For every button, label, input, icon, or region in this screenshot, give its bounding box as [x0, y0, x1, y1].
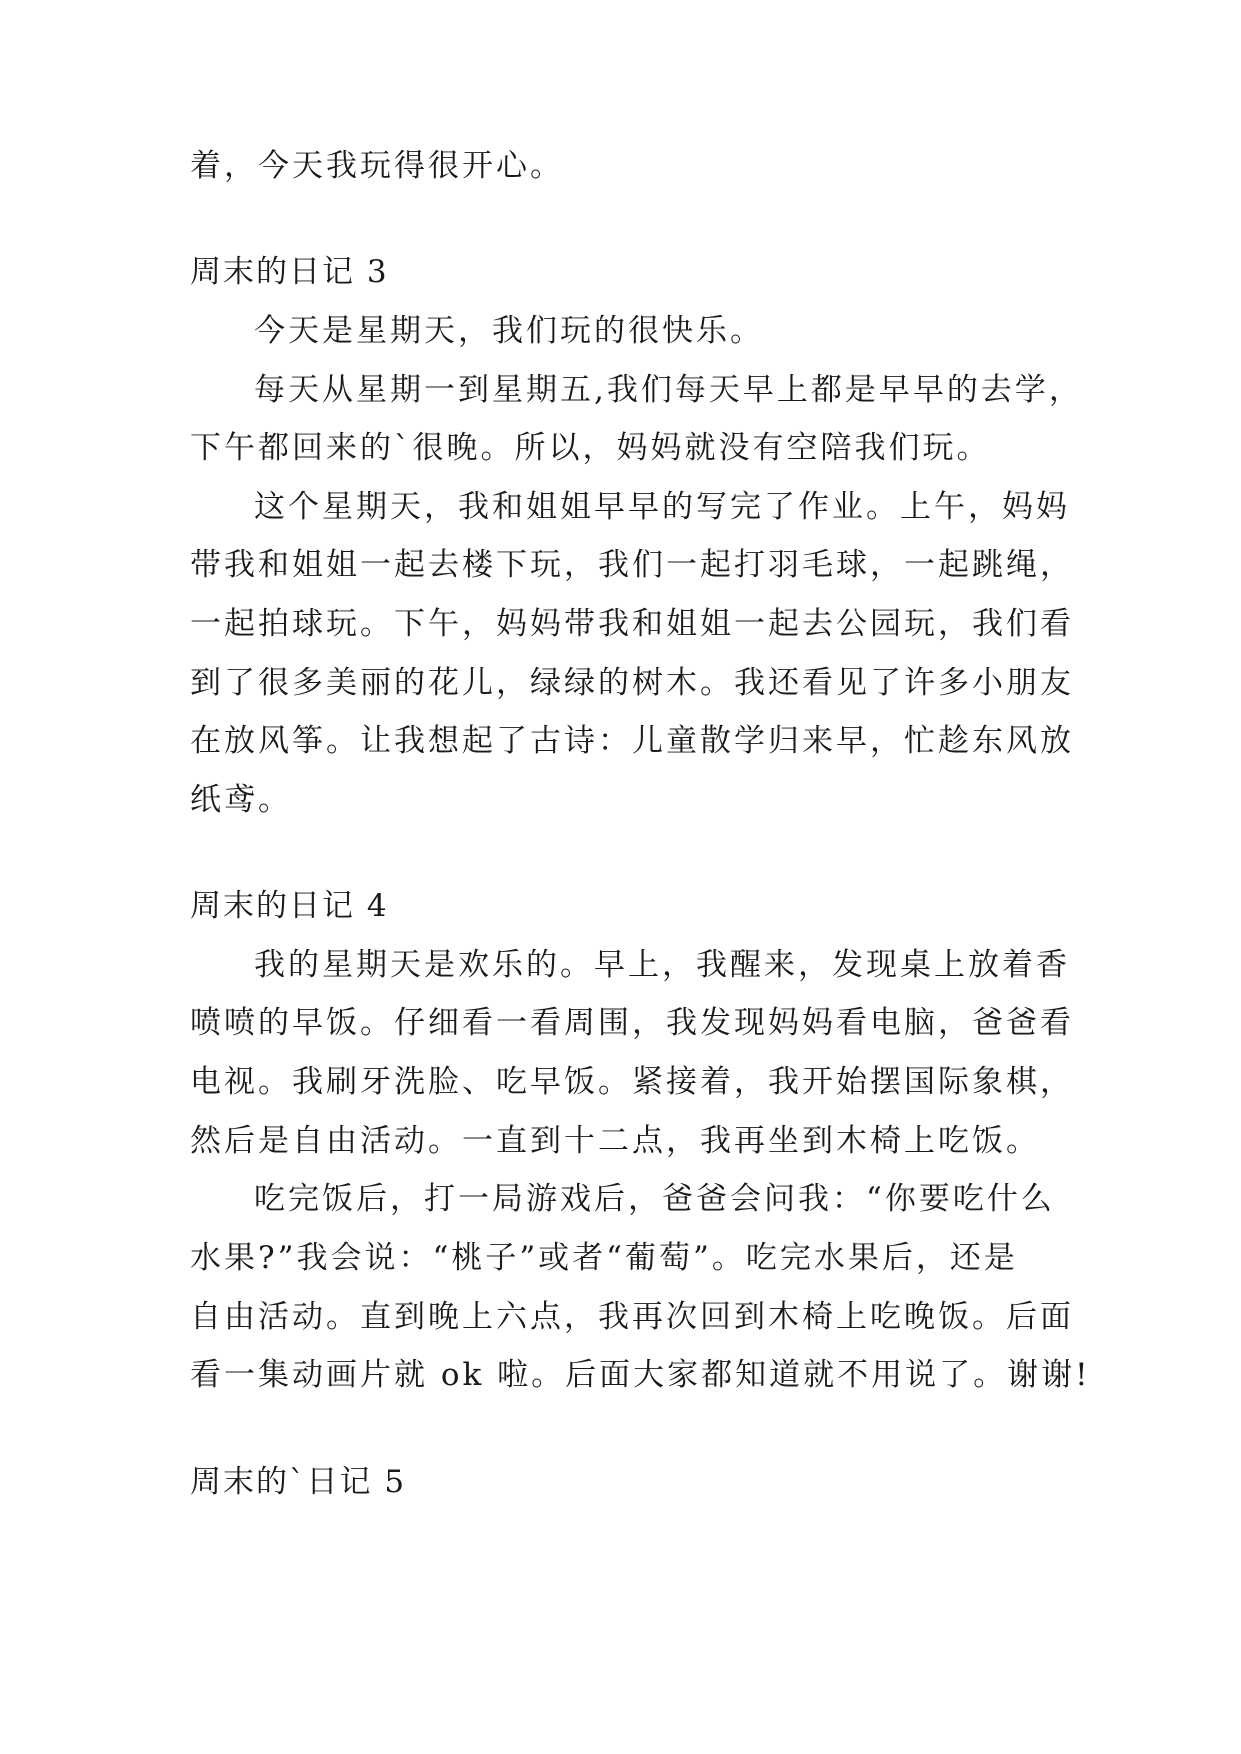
diary3-p3-line2: 带我和姐姐一起去楼下玩，我们一起打羽毛球，一起跳绳， [190, 547, 1074, 583]
diary3-p3-line5: 在放风筝。让我想起了古诗：儿童散学归来早，忙趁东风放 [190, 723, 1074, 759]
diary3-p2-line2: 下午都回来的`很晚。所以，妈妈就没有空陪我们玩。 [190, 430, 991, 466]
diary3-heading: 周末的日记 3 [190, 254, 389, 290]
diary3-p1-line1: 今天是星期天，我们玩的很快乐。 [254, 313, 764, 349]
diary4-p2-line3: 自由活动。直到晚上六点，我再次回到木椅上吃晚饭。后面 [190, 1299, 1074, 1335]
continuation-line: 着，今天我玩得很开心。 [190, 148, 564, 184]
diary4-p1-line1: 我的星期天是欢乐的。早上，我醒来，发现桌上放着香 [254, 947, 1070, 983]
diary4-p1-line3: 电视。我刷牙洗脸、吃早饭。紧接着，我开始摆国际象棋， [190, 1064, 1074, 1100]
diary4-p1-line2: 喷喷的早饭。仔细看一看周围，我发现妈妈看电脑，爸爸看 [190, 1005, 1074, 1041]
diary4-p1-line4: 然后是自由活动。一直到十二点，我再坐到木椅上吃饭。 [190, 1123, 1040, 1159]
document-page [190, 0, 1091, 1754]
diary3-p2-line1: 每天从星期一到星期五,我们每天早上都是早早的去学， [254, 372, 1083, 408]
diary3-p3-line1: 这个星期天，我和姐姐早早的写完了作业。上午，妈妈 [254, 489, 1070, 525]
diary3-p3-line6: 纸鸢。 [190, 782, 292, 818]
diary4-heading: 周末的日记 4 [190, 888, 389, 924]
diary4-p2-line1: 吃完饭后，打一局游戏后，爸爸会问我：“你要吃什么 [254, 1181, 1055, 1217]
diary4-p2-line4: 看一集动画片就 ok 啦。后面大家都知道就不用说了。谢谢! [190, 1357, 1091, 1393]
diary3-p3-line4: 到了很多美丽的花儿，绿绿的树木。我还看见了许多小朋友 [190, 665, 1074, 701]
diary5-heading: 周末的`日记 5 [190, 1464, 407, 1500]
diary3-p3-line3: 一起拍球玩。下午，妈妈带我和姐姐一起去公园玩，我们看 [190, 606, 1074, 642]
diary4-p2-line2: 水果?”我会说：“桃子”或者“葡萄”。吃完水果后，还是 [190, 1240, 1018, 1276]
